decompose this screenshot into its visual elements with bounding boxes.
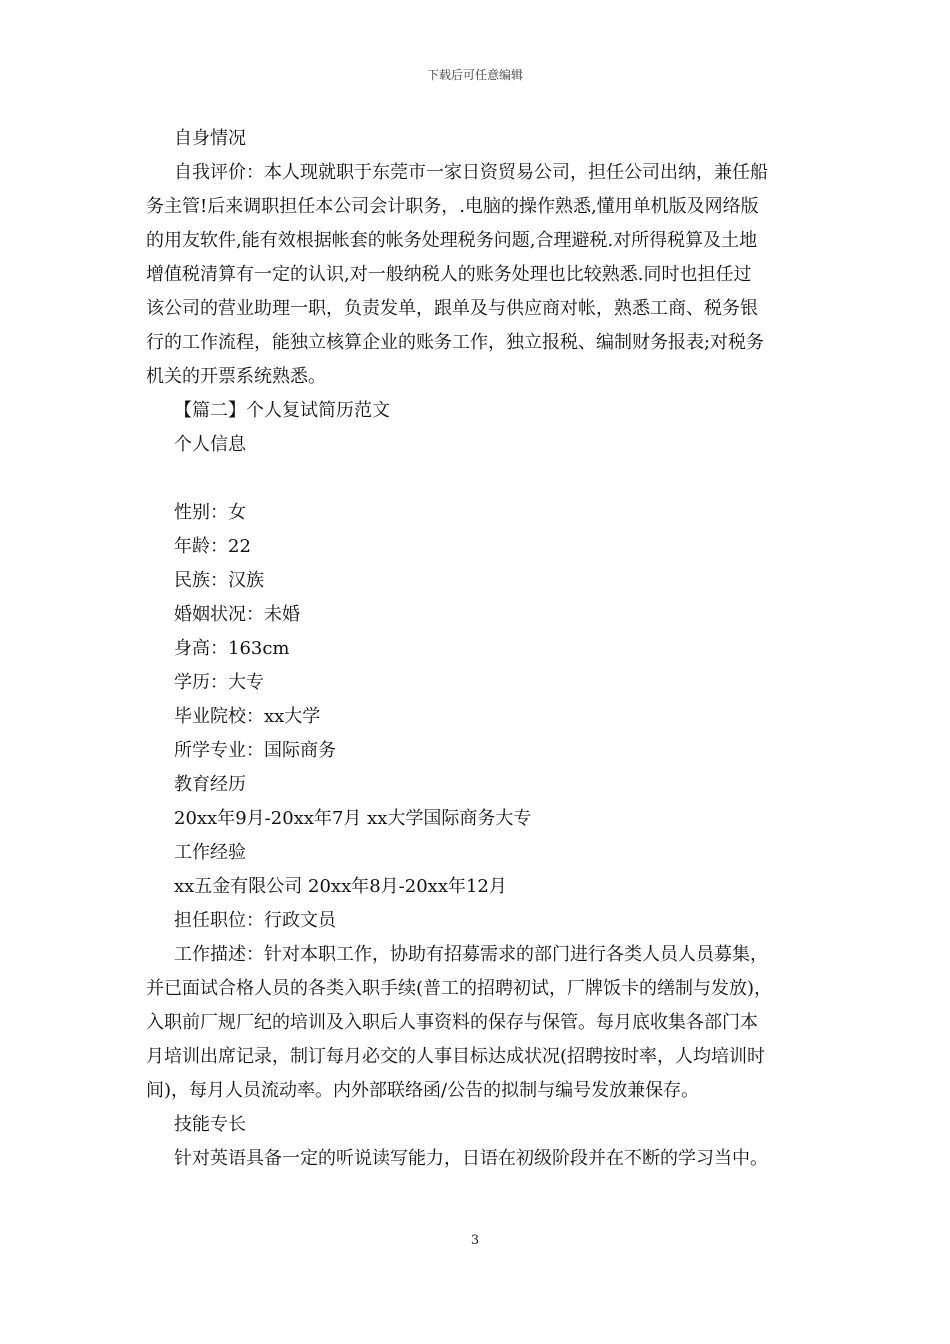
section-heading-skills: 技能专长 bbox=[174, 1114, 246, 1135]
paragraph-line: 务主管!后来调职担任本公司会计职务，.电脑的操作熟悉,懂用单机版及网络版 bbox=[146, 196, 759, 217]
page-number: 3 bbox=[470, 1233, 480, 1248]
paragraph-line: 该公司的营业助理一职，负责发单，跟单及与供应商对帐，熟悉工商、税务银 bbox=[146, 298, 758, 319]
field-age: 年龄：22 bbox=[174, 536, 251, 557]
page-header: 下载后可任意编辑 bbox=[426, 68, 523, 82]
work-position: 担任职位：行政文员 bbox=[174, 910, 336, 931]
section-heading-self: 自身情况 bbox=[174, 128, 246, 149]
paragraph-line: 入职前厂规厂纪的培训及入职后人事资料的保存与保管。每月底收集各部门本 bbox=[146, 1012, 758, 1033]
section-heading-work: 工作经验 bbox=[174, 842, 246, 863]
paragraph-line: 的用友软件,能有效根据帐套的帐务处理税务问题,合理避税.对所得税算及土地 bbox=[146, 230, 758, 251]
field-height: 身高：163cm bbox=[174, 638, 290, 659]
paragraph-line: 机关的开票系统熟悉。 bbox=[146, 366, 326, 387]
field-education-level: 学历：大专 bbox=[174, 672, 264, 693]
field-school: 毕业院校：xx大学 bbox=[174, 706, 321, 727]
skills-description: 针对英语具备一定的听说读写能力，日语在初级阶段并在不断的学习当中。 bbox=[174, 1148, 768, 1169]
article-title: 【篇二】个人复试简历范文 bbox=[174, 400, 390, 421]
work-description-paragraph bbox=[146, 938, 806, 1108]
paragraph-line: 增值税清算有一定的认识,对一般纳税人的账务处理也比较熟悉.同时也担任过 bbox=[146, 264, 752, 285]
paragraph-line: 月培训出席记录，制订每月必交的人事目标达成状况(招聘按时率，人均培训时 bbox=[146, 1046, 766, 1067]
self-evaluation-paragraph bbox=[146, 156, 806, 394]
paragraph-line: 工作描述：针对本职工作，协助有招募需求的部门进行各类人员人员募集， bbox=[174, 944, 768, 965]
section-heading-personal: 个人信息 bbox=[174, 434, 246, 455]
work-company: xx五金有限公司 20xx年8月-20xx年12月 bbox=[174, 876, 507, 897]
field-major: 所学专业：国际商务 bbox=[174, 740, 336, 761]
document-body bbox=[146, 122, 806, 1176]
paragraph-line: 并已面试合格人员的各类入职手续(普工的招聘初试，厂牌饭卡的缮制与发放)， bbox=[146, 978, 773, 999]
field-gender: 性别：女 bbox=[174, 502, 246, 523]
education-entry: 20xx年9月-20xx年7月 xx大学国际商务大专 bbox=[174, 808, 532, 829]
paragraph-line: 行的工作流程，能独立核算企业的账务工作，独立报税、编制财务报表;对税务 bbox=[146, 332, 765, 353]
field-ethnicity: 民族：汉族 bbox=[174, 570, 264, 591]
blank-line bbox=[146, 462, 806, 496]
field-marital-status: 婚姻状况：未婚 bbox=[174, 604, 300, 625]
paragraph-line: 间)，每月人员流动率。内外部联络函/公告的拟制与编号发放兼保存。 bbox=[146, 1080, 700, 1101]
paragraph-line: 自我评价：本人现就职于东莞市一家日资贸易公司，担任公司出纳，兼任船 bbox=[174, 162, 768, 183]
section-heading-education: 教育经历 bbox=[174, 774, 246, 795]
